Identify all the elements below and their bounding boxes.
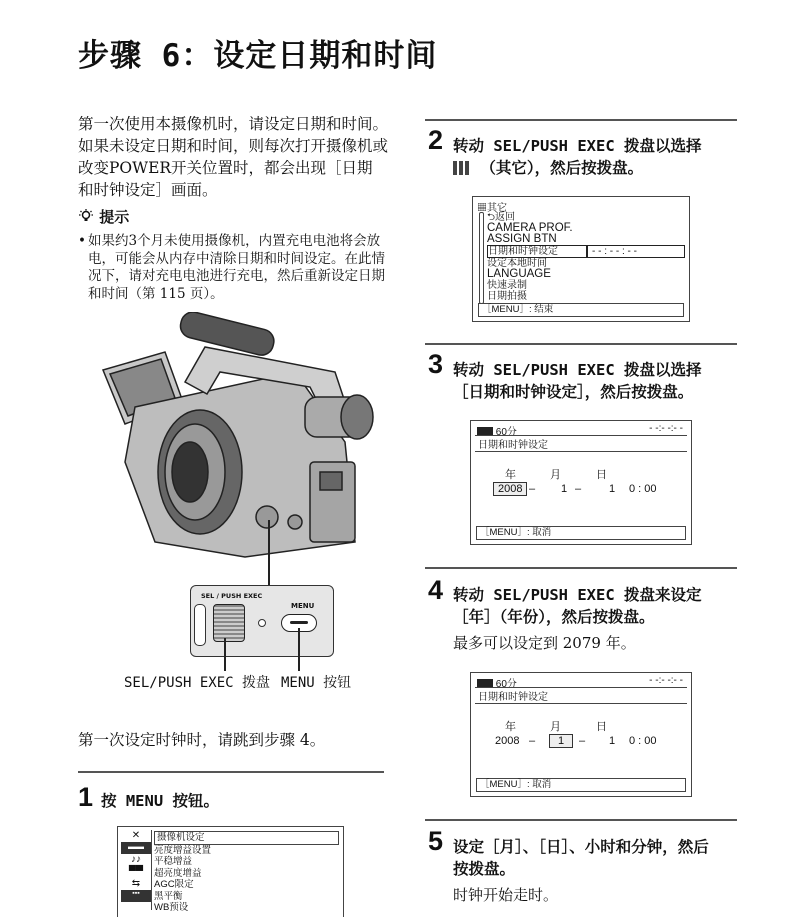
step4-number: 4 [428,575,444,605]
page-title: 步骤 6：设定日期和时间 [78,38,438,74]
divider [78,771,384,773]
menu-item[interactable]: CAMERA PROF. [487,222,573,234]
image-icon: ▬▬ [121,842,151,854]
tip-heading-text: 提示 [99,208,130,226]
tc-icon: ⇆ [131,878,141,889]
divider [425,343,737,345]
intro-paragraph: 第一次使用本摄像机时，请设定日期和时间。如果未设定日期和时间，则每次打开摄像机或改变POWER开关位置时，都会出现［日期和时钟设定］画面。 [78,115,389,199]
other-icon: ▦ [477,203,487,214]
divider [425,819,737,821]
dash: – [575,483,582,495]
camera-settings-icon: ✕ [131,830,141,841]
dial-header: SEL / PUSH EXEC [201,592,263,600]
step3-date-screen [470,420,692,545]
menu-title: 摄像机设定 [154,831,339,845]
step4-line2: ［年］（年份），然后按拨盘。 [453,608,655,626]
dash: – [579,735,586,747]
step4-date-screen [470,672,692,797]
control-closeup [190,585,334,657]
clock-field[interactable]: 0 : 00 [629,483,657,495]
divider [425,119,737,121]
screen-footer: ［MENU］: 结束 [478,303,684,317]
label-month: 月 [550,469,561,481]
label-year: 年 [505,721,516,733]
step5-line2: 按拨盘。 [453,860,516,878]
screen-footer: ［MENU］: 取消 [476,778,686,792]
menu-item[interactable]: 日期拍摄 [487,291,527,302]
tip-text: 如果约3个月未使用摄像机，内置充电电池将会放电，可能会从内存中清除日期和时间设定。在此情况下，请对充电电池进行充电，然后重新设定日期和时间（第 115 页）。 [88,233,385,302]
menu-item[interactable]: AGC限定 [154,879,194,890]
step2-other-screen [472,196,690,322]
timecode: - -:- -:- - [649,423,683,434]
tip-bullet: • [78,233,86,249]
day-field[interactable]: 1 [609,483,616,495]
menu-item[interactable]: 超亮度增益 [154,867,202,879]
tip-heading [78,206,129,227]
other-menu-icon [453,161,471,175]
dash: – [529,735,536,747]
step5-line1: 设定［月］、［日］、小时和分钟，然后 [453,838,709,856]
step5-number: 5 [428,826,444,856]
clock-field[interactable]: 0 : 00 [629,735,657,747]
scrollbar[interactable] [479,212,484,304]
dash: – [529,483,536,495]
menu-item-selected[interactable]: 日期和时钟设定 - - : - - : - - [487,245,683,258]
highlight-value: - - : - - : - - [587,245,685,258]
label-year: 年 [505,469,516,481]
callout-line [268,520,270,588]
month-field[interactable]: 1 [561,483,568,495]
menu-item[interactable]: LANGUAGE [487,268,551,280]
display-icon: ▀▀ [128,866,144,877]
audio-icon: ♪♪ [131,854,141,865]
menu-item-return[interactable]: ⮌返回 [487,212,516,223]
screen-title: 日期和时钟设定 [475,687,687,704]
step3-number: 3 [428,349,444,379]
camcorder-illustration [95,312,395,562]
screen-footer: ［MENU］: 取消 [476,526,686,540]
menu-item[interactable]: WB预设 [154,902,189,913]
step4-line1: 转动 SEL/PUSH EXEC 拨盘来设定 [453,586,702,604]
step4-sub: 最多可以设定到 2079 年。 [453,634,636,652]
step2-line2-wrap [453,157,643,179]
screen-title: 其它 [487,203,507,214]
battery-icon [477,427,493,435]
year-field[interactable]: 2008 [495,735,520,747]
step1-number: 1 [78,782,94,812]
year-field-selected[interactable]: 2008 [493,482,527,496]
step3-line1: 转动 SEL/PUSH EXEC 拨盘以选择 [453,361,702,379]
menu-caption: MENU 按钮 [281,675,352,691]
battery-icon [477,679,493,687]
timecode: - -:- -:- - [649,675,683,686]
menu-item[interactable]: 快速录制 [487,280,527,291]
lightbulb-icon [78,208,94,224]
menu-item[interactable]: 设定本地时间 [487,258,547,269]
divider [425,567,737,569]
other-icon: ▪▪▪ [121,890,151,902]
label-day: 日 [596,469,607,481]
menu-item[interactable]: 亮度增益设置 [154,844,212,856]
tip-body [78,233,390,303]
step2-number: 2 [428,125,444,155]
step2-line2: （其它），然后按拨盘。 [480,159,644,177]
step1-text: 按 MENU 按钮。 [101,792,219,810]
battery-remaining: 60分 [495,679,517,690]
step5-sub: 时钟开始走时。 [453,886,559,904]
month-field-selected[interactable]: 1 [549,734,573,748]
step1-menu-screen [117,826,344,917]
label-day: 日 [596,721,607,733]
sel-push-exec-dial[interactable] [213,604,245,642]
step3-line2: ［日期和时钟设定］，然后按拨盘。 [453,383,694,401]
menu-item[interactable]: 黑平衡 [154,890,183,902]
menu-item[interactable]: 平稳增益 [154,856,193,867]
dial-caption: SEL/PUSH EXEC 拨盘 [124,675,271,691]
screen-title: 日期和时钟设定 [475,435,687,452]
step2-line1: 转动 SEL/PUSH EXEC 拨盘以选择 [453,137,702,155]
label-month: 月 [550,721,561,733]
menu-header: MENU [291,602,315,610]
battery-remaining: 60分 [495,427,517,438]
day-field[interactable]: 1 [609,735,616,747]
menu-item[interactable]: ASSIGN BTN [487,233,557,245]
first-time-note: 第一次设定时钟时，请跳到步骤 4。 [78,731,326,749]
